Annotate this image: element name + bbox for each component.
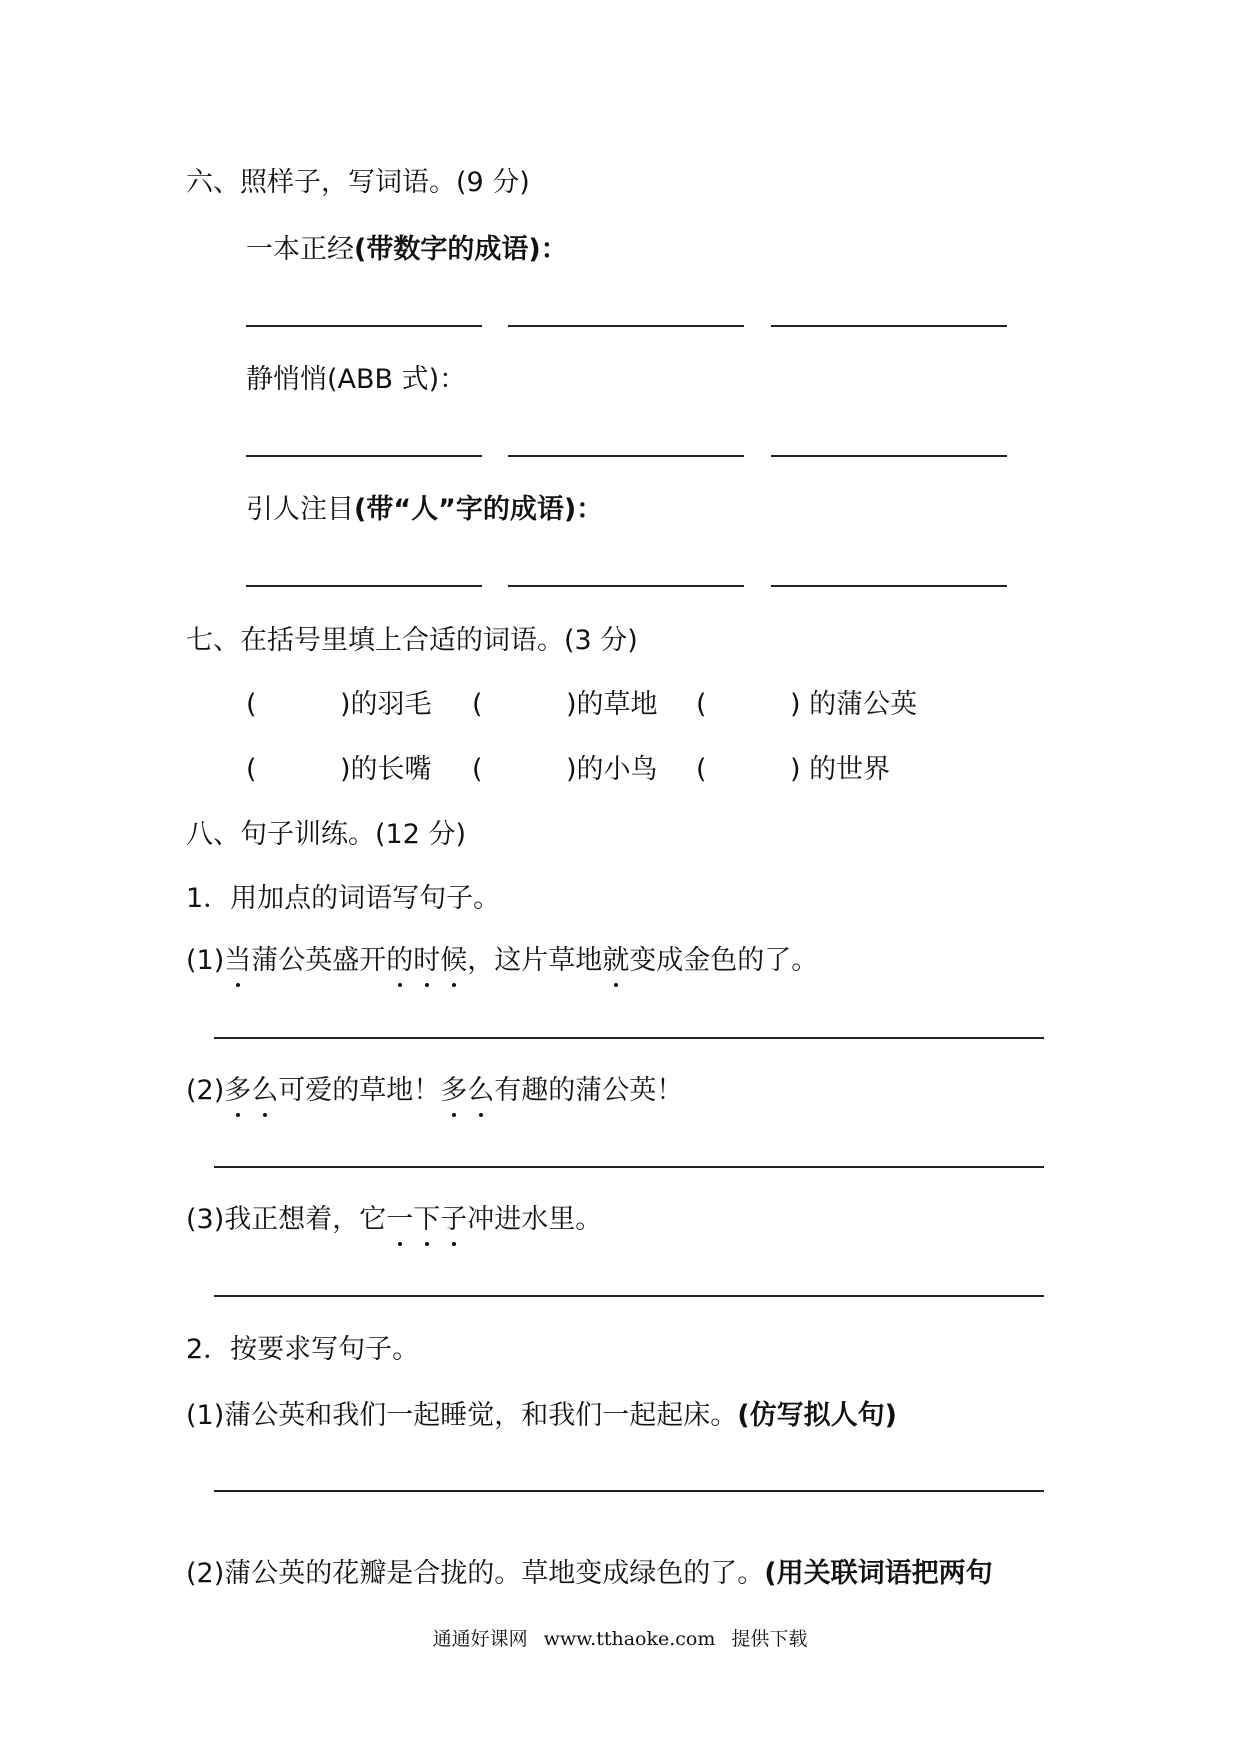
q1-title: 1．用加点的词语写句子。 [186, 883, 501, 914]
answer-line[interactable] [214, 1490, 1044, 1492]
blank-open-paren[interactable]: ( [246, 754, 257, 785]
answer-line[interactable] [771, 325, 1007, 327]
q1-sentence-1: (1)当蒲公英盛开的时候，这片草地就变成金色的了。 [186, 945, 819, 976]
footer-suffix: 提供下载 [731, 1628, 808, 1650]
blank-word: )的小鸟 [566, 754, 658, 785]
answer-line[interactable] [214, 1295, 1044, 1297]
answer-line[interactable] [214, 1037, 1044, 1039]
q1-sentence-3: (3)我正想着，它一下子冲进水里。 [186, 1204, 603, 1235]
answer-line[interactable] [508, 585, 744, 587]
blank-open-paren[interactable]: ( [472, 754, 483, 785]
prompt-1-hint: (带数字的成语)： [354, 234, 568, 265]
prompt-2-example: 静悄悄 [246, 364, 327, 395]
footer-url[interactable]: www.tthaoke.com [543, 1628, 716, 1650]
answer-line[interactable] [771, 455, 1007, 457]
blank-word: )的长嘴 [340, 754, 432, 785]
footer-site: 通通好课网 [432, 1628, 528, 1650]
q2-title: 2．按要求写句子。 [186, 1334, 420, 1365]
q1-sentence-2: (2)多么可爱的草地！多么有趣的蒲公英！ [186, 1075, 684, 1106]
answer-line[interactable] [771, 585, 1007, 587]
prompt-1-example: 一本正经 [246, 234, 354, 265]
prompt-2-hint: (ABB 式)： [327, 364, 467, 395]
section-6-title: 六、照样子，写词语。(9 分) [186, 167, 530, 198]
blank-open-paren[interactable]: ( [246, 689, 257, 720]
blank-word: ) 的世界 [790, 754, 891, 785]
blank-word: ) 的蒲公英 [790, 689, 918, 720]
answer-line[interactable] [214, 1166, 1044, 1168]
blank-open-paren[interactable]: ( [472, 689, 483, 720]
section-8-title: 八、句子训练。(12 分) [186, 819, 467, 850]
prompt-3 [246, 493, 603, 527]
section-7-title: 七、在括号里填上合适的词语。(3 分) [186, 625, 638, 656]
q2-sentence-1: (1)蒲公英和我们一起睡觉，和我们一起起床。(仿写拟人句) [186, 1400, 897, 1431]
blank-open-paren[interactable]: ( [696, 689, 707, 720]
prompt-1 [246, 233, 568, 267]
blank-open-paren[interactable]: ( [696, 754, 707, 785]
prompt-3-example: 引人注目 [246, 494, 354, 525]
blank-word: )的羽毛 [340, 689, 432, 720]
q2-sentence-2: (2)蒲公英的花瓣是合拢的。草地变成绿色的了。(用关联词语把两句 [186, 1558, 993, 1589]
answer-line[interactable] [246, 325, 482, 327]
answer-line[interactable] [246, 585, 482, 587]
prompt-2 [246, 363, 466, 397]
blank-word: )的草地 [566, 689, 658, 720]
answer-line[interactable] [508, 455, 744, 457]
footer [0, 1627, 1240, 1651]
prompt-3-hint: (带“人”字的成语)： [354, 494, 604, 525]
answer-line[interactable] [508, 325, 744, 327]
answer-line[interactable] [246, 455, 482, 457]
